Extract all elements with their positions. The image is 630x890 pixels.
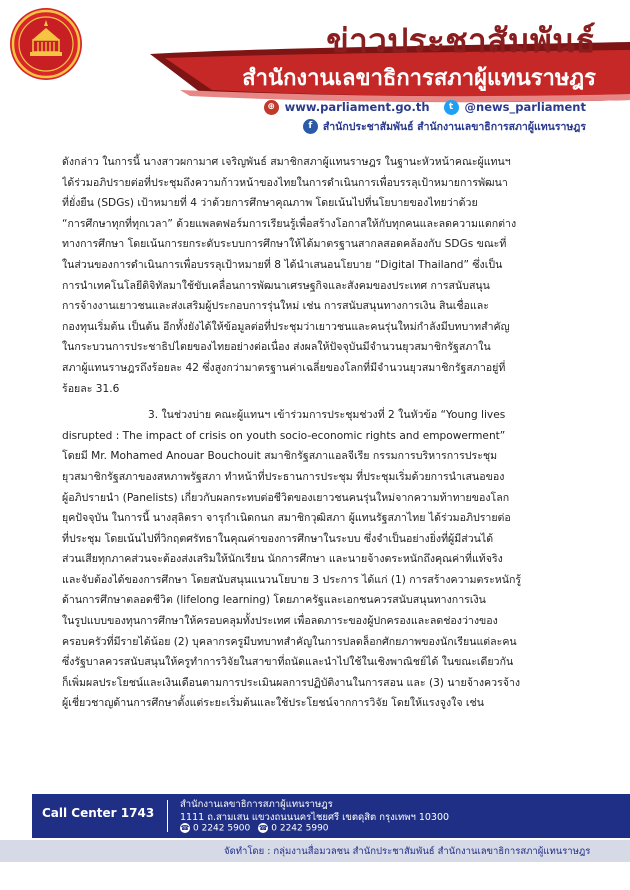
- fax-entry: [258, 823, 328, 834]
- text-line: ที่ประชุม โดยเน้นไปที่วิกฤตศรัทธาในคุณค่าของการศึกษาในระบบ ซึ่งจำเป็นอย่างยิ่งที่ผู้มีส่วนได้: [62, 532, 494, 545]
- press-release-header: [0, 0, 630, 142]
- text-line: ดังกล่าว ในการนี้ นางสาวผกามาศ เจริญพันธ์ สมาชิกสภาผู้แทนราษฎร ในฐานะหัวหน้าคณะผู้แทนฯ: [62, 156, 511, 168]
- fax-icon: ☎: [258, 824, 268, 832]
- text-line: ผู้เชี่ยวชาญด้านการศึกษาตั้งแต่ระยะเริ่มต้นและใช้ประโยชน์จากการวิจัย โดยให้แรงจูงใจ เช่น: [62, 697, 484, 710]
- text-line: “การศึกษาทุกที่ทุกเวลา” ด้วยแพลตฟอร์มการเรียนรู้เพื่อสร้างโอกาสให้กับทุกคนและลดความแตกต่าง: [62, 217, 517, 230]
- text-line: ได้ร่วมอภิปรายต่อที่ประชุมถึงความก้าวหน้าของไทยในการดำเนินการเพื่อบรรลุเป้าหมายการพัฒนา: [62, 176, 508, 189]
- parliament-emblem-icon: [8, 6, 84, 82]
- text-line: ยุวสมาชิกรัฐสภาของสหภาพรัฐสภา ทำหน้าที่ประธานการประชุม ที่ประชุมเริ่มด้วยการนำเสนอของ: [62, 470, 505, 483]
- text-line: ที่ยั่งยืน (SDGs) เป้าหมายที่ 4 ว่าด้วยการศึกษาคุณภาพ โดยเน้นไปที่นโยบายของไทยว่าด้วย: [62, 197, 478, 210]
- call-center-label: Call Center 1743: [42, 806, 155, 820]
- text-line: ในรูปแบบของทุนการศึกษาให้ครอบคลุมทั้งประเทศ เพื่อลดภาระของผู้ปกครองและลดช่องว่างของ: [62, 615, 498, 628]
- text-line: ผู้อภิปรายนำ (Panelists) เกี่ยวกับผลกระทบต่อชีวิตของเยาวชนคนรุ่นใหม่จากความท้าทายของโลก: [62, 491, 510, 504]
- twitter-link[interactable]: @news_parliament: [464, 100, 586, 114]
- paragraph-session-2: [62, 405, 568, 714]
- website-link[interactable]: www.parliament.go.th: [284, 100, 430, 114]
- facebook-link[interactable]: สำนักประชาสัมพันธ์ สำนักงานเลขาธิการสภาผู้แทนราษฎร: [322, 120, 586, 133]
- footer-divider: [167, 800, 168, 832]
- text-line: ซึ่งรัฐบาลควรสนับสนุนให้ครูทำการวิจัยในสาขาที่ถนัดและนำไปใช้ในเชิงพาณิชย์ได้ ในขณะเดียวกัน: [62, 656, 514, 669]
- contact-row-facebook: [303, 117, 586, 135]
- text-line: การนำเทคโนโลยีดิจิทัลมาใช้ขับเคลื่อนการพัฒนาเศรษฐกิจและสังคมของประเทศ การสนับสนุน: [62, 279, 490, 292]
- text-line: และจับต้องได้ของการศึกษา โดยสนับสนุนแนวนโยบาย 3 ประการ ได้แก่ (1) การสร้างความตระหนักรู้: [62, 573, 522, 586]
- text-line: กองทุนเริ่มต้น เป็นต้น อีกทั้งยังได้ให้ข้อมูลต่อที่ประชุมว่าเยาวชนและคนรุ่นใหม่กำลังมีบทบาทสำคัญ: [62, 320, 510, 333]
- footer-organization: สำนักงานเลขาธิการสภาผู้แทนราษฎร: [180, 799, 333, 810]
- text-line: ในส่วนของการดำเนินการเพื่อบรรลุเป้าหมายที่ 8 ได้นำเสนอนโยบาย “Digital Thailand” ซึ่งเป็น: [62, 258, 503, 271]
- phone-number: 0 2242 5900: [193, 823, 251, 834]
- text-line: ก็เพิ่มผลประโยชน์และเงินเดือนตามการประเมินผลการปฏิบัติงานในการสอน และ (3) นายจ้างควรจ้าง: [62, 676, 521, 689]
- article-body: [62, 152, 568, 720]
- paragraph-sdgs: [62, 152, 568, 399]
- phone-entry: [180, 823, 250, 834]
- footer-phones: [180, 823, 329, 834]
- text-line: การจ้างงานเยาวชนและส่งเสริมผู้ประกอบการรุ่นใหม่ เช่น การสนับสนุนทางการเงิน สินเชื่อและ: [62, 300, 489, 313]
- text-line: ด้านการศึกษาตลอดชีวิต (lifelong learning) โดยภาครัฐและเอกชนควรสนับสนุนทางการเงิน: [62, 594, 486, 607]
- fax-number: 0 2242 5990: [271, 823, 329, 834]
- footer-credit: จัดทำโดย : กลุ่มงานสื่อมวลชน สำนักประชาสัมพันธ์ สำนักงานเลขาธิการสภาผู้แทนราษฎร: [224, 846, 591, 857]
- text-line: สภาผู้แทนราษฎรถึงร้อยละ 42 ซึ่งสูงกว่ามาตรฐานค่าเฉลี่ยของโลกที่มีจำนวนยุวสมาชิกรัฐสภาอยู่ที่: [62, 361, 506, 374]
- page-title: ข่าวประชาสัมพันธ์: [326, 21, 596, 60]
- footer-address: 1111 ถ.สามเสน แขวงถนนนครไชยศรี เขตดุสิต กรุงเทพฯ 10300: [180, 812, 450, 823]
- text-line: ในกระบวนการประชาธิปไตยของไทยอย่างต่อเนื่อง ส่งผลให้ปัจจุบันมีจำนวนยุวสมาชิกรัฐสภาใน: [62, 341, 491, 354]
- text-line: disrupted : The impact of crisis on youth socio-economic rights and empowerment”: [62, 429, 506, 442]
- text-line: ครอบครัวที่มีรายได้น้อย (2) บุคลากรครูมีบทบาทสำคัญในการปลดล็อกศักยภาพของนักเรียนแต่ละคน: [62, 635, 517, 648]
- twitter-icon: t: [444, 100, 459, 115]
- text-line: ส่วนเสียทุกภาคส่วนจะต้องส่งเสริมให้นักเรียน นักการศึกษา และนายจ้างตระหนักถึงคุณค่าที่แท้จริง: [62, 553, 503, 566]
- facebook-icon: f: [303, 119, 318, 134]
- text-line: ทางการศึกษา โดยเน้นการยกระดับระบบการศึกษาให้ได้มาตรฐานสากลสอดคล้องกับ SDGs ขณะที่: [62, 238, 507, 251]
- contact-row-web: [264, 98, 586, 116]
- globe-icon: ⊕: [264, 100, 279, 115]
- text-line: โดยมี Mr. Mohamed Anouar Bouchouit สมาชิกรัฐสภาแอลจีเรีย กรรมการบริหารการประชุม: [62, 450, 498, 463]
- text-line: ร้อยละ 31.6: [62, 382, 120, 395]
- page-subtitle: สำนักงานเลขาธิการสภาผู้แทนราษฎร: [242, 66, 596, 91]
- phone-icon: ☎: [180, 824, 190, 832]
- text-line: ยุคปัจจุบัน ในการนี้ นางสุลิตรา จารุกำเนิดกนก สมาชิกวุฒิสภา ผู้แทนรัฐสภาไทย ได้ร่วมอภิปรายต่อ: [62, 512, 511, 525]
- text-line: 3. ในช่วงบ่าย คณะผู้แทนฯ เข้าร่วมการประชุมช่วงที่ 2 ในหัวข้อ “Young lives: [148, 409, 506, 422]
